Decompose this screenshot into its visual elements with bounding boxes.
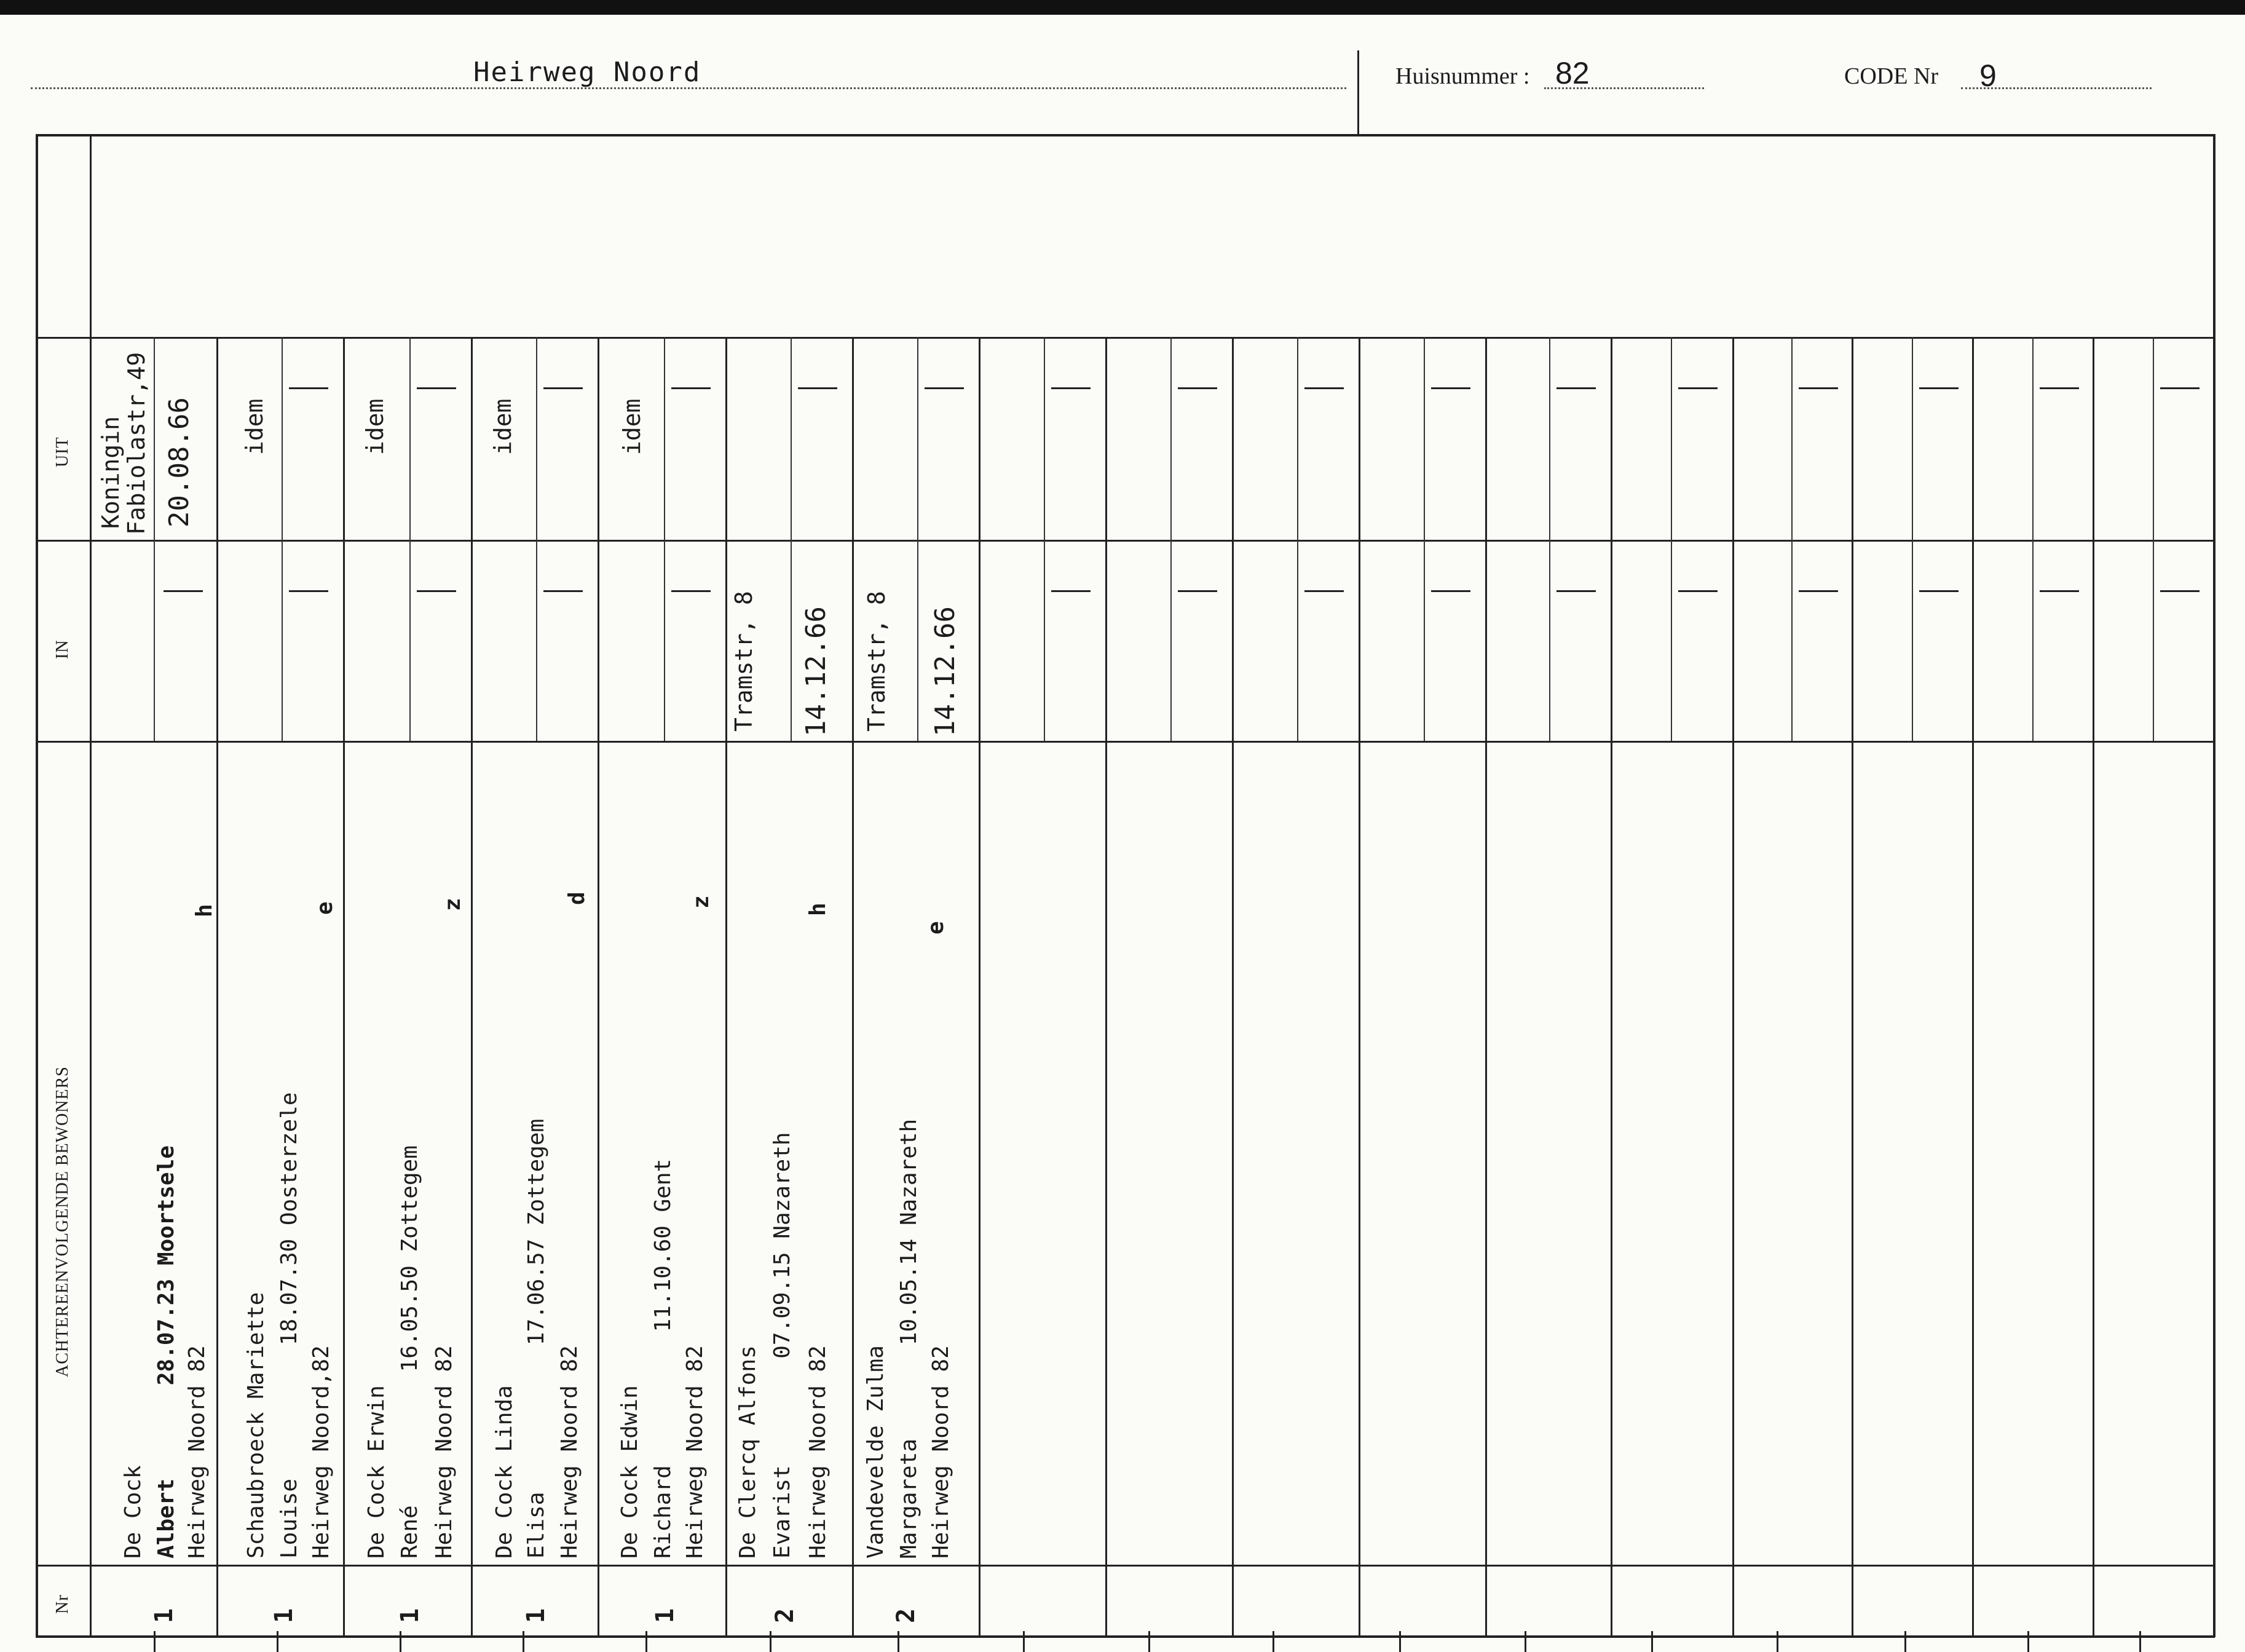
empty-dash xyxy=(164,590,203,592)
column-line xyxy=(1105,337,1107,1635)
empty-dash xyxy=(925,387,964,389)
resident-line: De Cock Erwin xyxy=(364,1385,389,1559)
row-label-in: IN xyxy=(53,639,72,659)
subcolumn-line xyxy=(1297,337,1298,741)
row-label-bewoners: ACHTEREENVOLGENDE BEWONERS xyxy=(53,1066,72,1377)
empty-dash xyxy=(2160,590,2200,592)
code-label: CODE Nr xyxy=(1844,63,1939,89)
subcolumn-line xyxy=(1424,337,1425,741)
empty-dash xyxy=(1304,387,1344,389)
record-nr: 1 xyxy=(396,1608,425,1624)
in-date: 14.12.66 xyxy=(800,606,832,737)
resident-line: Heirweg Noord 82 xyxy=(928,1345,953,1559)
resident-mark: h xyxy=(192,904,217,917)
bottom-tick xyxy=(1148,1631,1150,1652)
empty-dash xyxy=(1431,387,1470,389)
record-nr: 1 xyxy=(150,1608,179,1624)
column-line xyxy=(471,337,473,1635)
empty-dash xyxy=(1799,590,1838,592)
in-date: 14.12.66 xyxy=(929,606,961,737)
empty-dash xyxy=(798,387,837,389)
resident-line: Elisa 17.06.57 Zottegem xyxy=(524,1118,549,1559)
uit-idem: idem xyxy=(361,398,389,455)
resident-line: Heirweg Noord 82 xyxy=(682,1345,708,1559)
huisnummer-value: 82 xyxy=(1555,56,1590,90)
resident-line: Heirweg Noord 82 xyxy=(184,1345,210,1559)
subcolumn-line xyxy=(1044,337,1045,741)
bottom-tick xyxy=(898,1631,899,1652)
bottom-tick xyxy=(2027,1631,2029,1652)
resident-line: Evarist 07.09.15 Nazareth xyxy=(770,1132,795,1559)
uit-idem: idem xyxy=(241,398,268,455)
resident-line: René 16.05.50 Zottegem xyxy=(397,1145,422,1559)
subcolumn-line xyxy=(282,337,283,741)
empty-dash xyxy=(1799,387,1838,389)
subcolumn-line xyxy=(791,337,792,741)
subcolumn-line xyxy=(536,337,537,741)
resident-line: Heirweg Noord 82 xyxy=(432,1345,457,1559)
column-line xyxy=(343,337,345,1635)
bottom-tick xyxy=(154,1631,156,1652)
bewoners-section-line xyxy=(36,741,2215,743)
bottom-tick xyxy=(1525,1631,1526,1652)
record-nr: 2 xyxy=(771,1608,800,1624)
huisnummer-label: Huisnummer : xyxy=(1395,63,1530,89)
bottom-tick xyxy=(1272,1631,1274,1652)
subcolumn-line xyxy=(1170,337,1172,741)
subcolumn-line xyxy=(2032,337,2034,741)
bottom-tick xyxy=(1399,1631,1401,1652)
resident-line: Margareta 10.05.14 Nazareth xyxy=(896,1118,921,1559)
subcolumn-line xyxy=(1791,337,1793,741)
uit-idem: idem xyxy=(489,398,516,455)
record-nr: 1 xyxy=(522,1608,551,1624)
column-line xyxy=(1972,337,1974,1635)
table-bottom-border xyxy=(36,1635,2215,1638)
resident-line: Heirweg Noord 82 xyxy=(805,1345,831,1559)
subcolumn-line xyxy=(664,337,665,741)
subcolumn-line xyxy=(1549,337,1550,741)
bottom-tick xyxy=(1904,1631,1906,1652)
resident-line: Richard 11.10.60 Gent xyxy=(650,1158,676,1559)
empty-dash xyxy=(671,590,711,592)
empty-dash xyxy=(1919,590,1959,592)
in-place: Tramstr, 8 xyxy=(863,591,890,732)
in-section-line xyxy=(36,540,2215,542)
uit-idem: idem xyxy=(618,398,645,455)
resident-mark: z xyxy=(440,898,465,911)
empty-dash xyxy=(289,387,328,389)
record-nr: 1 xyxy=(651,1608,680,1624)
resident-line: De Cock xyxy=(120,1465,146,1559)
resident-line: De Clercq Alfons xyxy=(735,1345,760,1559)
label-column-divider xyxy=(90,134,92,1637)
column-line xyxy=(979,337,980,1635)
empty-dash xyxy=(1051,387,1091,389)
record-nr: 1 xyxy=(270,1608,299,1624)
resident-line: Vandevelde Zulma xyxy=(863,1345,888,1559)
column-line xyxy=(1732,337,1734,1635)
empty-dash xyxy=(671,387,711,389)
uit-date: 20.08.66 xyxy=(164,397,195,528)
empty-dash xyxy=(417,590,456,592)
resident-line: Albert 28.07.23 Moortsele xyxy=(154,1145,179,1559)
subcolumn-line xyxy=(917,337,918,741)
bottom-tick xyxy=(1651,1631,1653,1652)
empty-dash xyxy=(1557,387,1596,389)
uit-place-line1: Koningin xyxy=(97,416,124,529)
column-line xyxy=(1485,337,1487,1635)
bottom-tick xyxy=(2139,1631,2141,1652)
column-line xyxy=(598,337,599,1635)
subcolumn-line xyxy=(2153,337,2154,741)
uit-place-line2: Fabiolastr,49 xyxy=(123,352,150,535)
column-line xyxy=(1359,337,1360,1635)
bottom-tick xyxy=(1023,1631,1025,1652)
row-label-uit: UIT xyxy=(53,437,72,467)
column-line xyxy=(1232,337,1234,1635)
in-place: Tramstr, 8 xyxy=(730,591,757,732)
bottom-tick xyxy=(770,1631,771,1652)
empty-dash xyxy=(1919,387,1959,389)
empty-dash xyxy=(1051,590,1091,592)
resident-line: De Cock Edwin xyxy=(617,1385,642,1559)
resident-line: De Cock Linda xyxy=(492,1385,517,1559)
column-line xyxy=(1611,337,1612,1635)
empty-dash xyxy=(1178,590,1217,592)
street-name: Heirweg Noord xyxy=(473,57,701,88)
empty-dash xyxy=(2040,590,2079,592)
subcolumn-line xyxy=(1912,337,1913,741)
column-line xyxy=(2093,337,2094,1635)
resident-line: Schaubroeck Mariette xyxy=(243,1292,269,1559)
bottom-tick xyxy=(400,1631,401,1652)
table-top-border xyxy=(36,134,2215,136)
empty-dash xyxy=(1557,590,1596,592)
record-nr: 2 xyxy=(892,1608,921,1624)
empty-dash xyxy=(543,590,583,592)
bottom-tick xyxy=(523,1631,524,1652)
resident-line: Heirweg Noord 82 xyxy=(557,1345,582,1559)
resident-line: Louise 18.07.30 Oosterzele xyxy=(277,1092,302,1559)
empty-dash xyxy=(1431,590,1470,592)
empty-dash xyxy=(1304,590,1344,592)
table-left-border xyxy=(36,134,38,1637)
resident-mark: z xyxy=(688,895,714,909)
empty-dash xyxy=(2160,387,2200,389)
subcolumn-line xyxy=(409,337,411,741)
bottom-tick xyxy=(277,1631,278,1652)
empty-dash xyxy=(2040,387,2079,389)
empty-dash xyxy=(289,590,328,592)
resident-mark: h xyxy=(805,903,831,916)
table-right-border xyxy=(2213,134,2215,1637)
subcolumn-line xyxy=(154,337,155,741)
uit-section-line xyxy=(36,337,2215,339)
resident-mark: d xyxy=(564,891,590,905)
column-line xyxy=(216,337,218,1635)
column-line xyxy=(1852,337,1853,1635)
resident-mark: e xyxy=(312,901,337,915)
subcolumn-line xyxy=(1671,337,1672,741)
column-line xyxy=(725,337,727,1635)
bottom-tick xyxy=(1777,1631,1778,1652)
code-value: 9 xyxy=(1979,58,1997,93)
empty-dash xyxy=(543,387,583,389)
bottom-tick xyxy=(645,1631,647,1652)
resident-mark: e xyxy=(923,921,949,935)
nr-section-line xyxy=(36,1565,2215,1567)
row-label-nr: Nr xyxy=(53,1594,72,1614)
resident-line: Heirweg Noord,82 xyxy=(309,1345,334,1559)
empty-dash xyxy=(417,387,456,389)
column-line xyxy=(852,337,854,1635)
empty-dash xyxy=(1678,387,1718,389)
empty-dash xyxy=(1678,590,1718,592)
empty-dash xyxy=(1178,387,1217,389)
